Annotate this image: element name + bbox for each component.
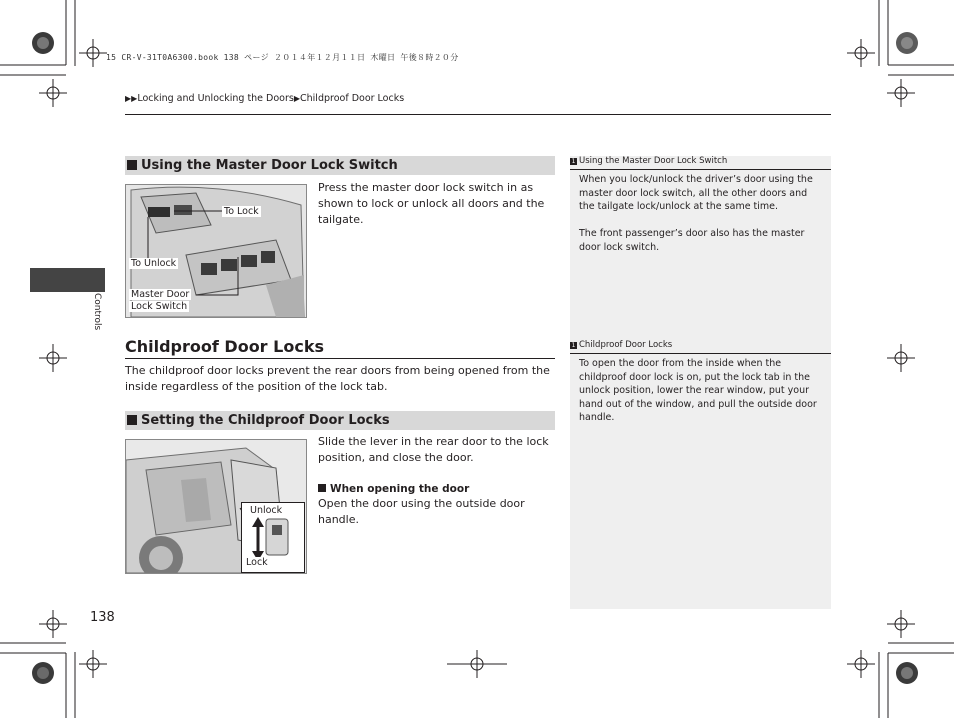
note-childproof-para1: To open the door from the inside when the childproof door lock is on, put the lock tab in the unlock position, lower the rear window, put your hand out of the window, and pull the outside door handle. xyxy=(579,358,817,423)
note-title-master: 1 Using the Master Door Lock Switch xyxy=(571,156,728,166)
section2-subheading: When opening the door xyxy=(318,481,469,497)
note-rule-master xyxy=(570,169,831,170)
side-tab-label: Controls xyxy=(92,293,102,331)
callout-to-unlock: To Unlock xyxy=(131,258,177,269)
square-bullet-icon xyxy=(127,415,137,425)
callout-master-line1: Master Door xyxy=(131,289,190,300)
callout-to-lock: To Lock xyxy=(224,206,259,217)
side-tab[interactable] xyxy=(30,268,105,292)
callout-master-line2: Lock Switch xyxy=(131,301,188,312)
note-master-para1: When you lock/unlock the driver’s door using the master door lock switch, all the other doors and the tailgate lock/unlock at the same time. xyxy=(579,174,813,212)
lock-lever-inset xyxy=(241,502,305,573)
note-master-para2: The front passenger’s door also has the master door lock switch. xyxy=(579,228,805,253)
section-heading-childproof: Setting the Childproof Door Locks xyxy=(125,411,555,430)
breadcrumb-current: Childproof Door Locks xyxy=(300,93,405,104)
section-heading-master-lock: Using the Master Door Lock Switch xyxy=(125,156,555,175)
callout-lock: Lock xyxy=(246,557,268,568)
note-badge-icon: 1 xyxy=(571,342,576,349)
figure-master-lock-switch xyxy=(125,184,307,318)
note-title-childproof: 1 Childproof Door Locks xyxy=(571,340,673,350)
intro-text: The childproof door locks prevent the rear doors from being opened from the inside regardless of the position of the lock tab. xyxy=(125,364,550,393)
square-bullet-icon xyxy=(127,160,137,170)
note-rule-childproof xyxy=(570,353,831,354)
square-bullet-icon xyxy=(318,484,326,492)
section2-subtext: Open the door using the outside door handle. xyxy=(318,497,525,526)
section2-body: Slide the lever in the rear door to the lock position, and close the door. xyxy=(318,435,549,464)
breadcrumb-separator-icon: ▶ xyxy=(293,94,301,103)
page-title: Childproof Door Locks xyxy=(125,337,324,356)
breadcrumb-link-locking[interactable]: Locking and Unlocking the Doors xyxy=(137,93,294,104)
note-badge-icon: 1 xyxy=(571,158,576,165)
page-number: 138 xyxy=(90,610,115,625)
title-rule xyxy=(125,358,555,359)
callout-unlock: Unlock xyxy=(250,505,283,516)
section1-body: Press the master door lock switch in as shown to lock or unlock all doors and the tailgate. xyxy=(318,181,545,226)
header-rule xyxy=(125,114,831,115)
print-header: 15 CR-V-31T0A6300.book 138 ページ ２０１４年１２月１１日 木曜日 午後８時２０分 xyxy=(106,53,459,62)
breadcrumb-arrow-icon: ▶▶ xyxy=(125,94,138,103)
breadcrumb xyxy=(125,93,404,104)
figure-childproof-lock xyxy=(125,439,307,574)
